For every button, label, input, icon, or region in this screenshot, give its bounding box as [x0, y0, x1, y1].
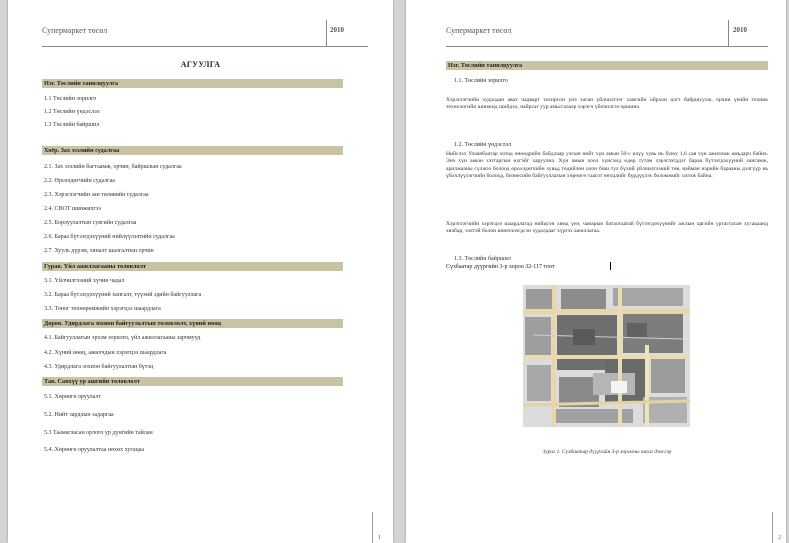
toc-item[interactable]: 3.2. Бараа бүтээгдэхүүний хангалт, түүхий эдийн байгууллага	[44, 292, 202, 298]
document-page-1[interactable]	[8, 0, 393, 543]
toc-item[interactable]: 3.3. Тоног төхөөрөмжийн хэрэгцээ шаардлага	[44, 306, 161, 312]
subheading: 1.1. Төслийн зорилго	[454, 78, 508, 84]
subheading: 1.3. Төслийн байршил	[454, 256, 511, 262]
footer-divider	[772, 512, 773, 543]
toc-item[interactable]: 5.1. Хөрөнгө оруулалт	[44, 394, 101, 400]
address-text: Сүхбаатар дүүргийн 3-р хороо 32-117 тоот	[446, 264, 555, 270]
toc-item[interactable]: 5.2. Нийт зардлын задаргаа	[44, 412, 114, 418]
header-year: 2010	[733, 26, 747, 34]
section-heading: Гурав. Үйл ажиллагааны төлөвлөлт	[42, 262, 343, 271]
toc-item[interactable]: 4.3. Удирдлага зохион байгуулалтын бүтэц	[44, 364, 154, 370]
header-divider	[728, 20, 729, 46]
toc-item[interactable]: 2.6. Бараа бүтээгдэхүүний нийлүүлэлтийн судалгаа	[44, 234, 175, 240]
page-number: 2	[778, 535, 781, 541]
section-heading: Нэг. Төслийн танилцуулга	[42, 79, 343, 88]
paragraph: Хэрэглэгчийн хэрэгцээ шаардлагад нийцсэн хямд үнэ, чанарын баталгаатай бүтээгдэхүүнийг ажлын цагийн уртасгасан хугацаанд хялбар, ээлтэй болон шинэчлэгдсэн худалдааг хүргэх ажиллагаа.	[446, 221, 768, 235]
toc-item[interactable]: 3.1. Үйлчилгээний хүчин чадал	[44, 278, 125, 284]
section-heading: Хоёр. Зах зээлийн судалгаа	[42, 146, 343, 155]
section-heading: Дөрөв. Удирдлага зохион байгуулалтын төлөвлөлт, хүний нөөц	[42, 319, 343, 328]
toc-item[interactable]: 1.1 Төслийн зорилго	[44, 96, 97, 102]
section-heading: Нэг. Төслийн танилцуулга	[446, 61, 768, 70]
header-year: 2010	[330, 26, 344, 34]
toc-item[interactable]: 5.4. Хөрөнгө оруулалтаа нөхөх хугацаа	[44, 447, 145, 453]
toc-item[interactable]: 4.2. Хүний нөөц, ажилчдын хэрэгцээ шаардлага	[44, 350, 167, 356]
header-rule	[42, 46, 368, 47]
figure-caption: Зураг 1. Сүхбаатар дүүргийн 3-р хорооны чигаг дэвсгэр	[542, 449, 672, 455]
subheading: 1.2. Төслийн үндэслэл	[454, 142, 512, 148]
footer-divider	[372, 512, 373, 543]
toc-item[interactable]: 5.3 Таамагласан орлого ур дүнгийн тайлан	[44, 430, 153, 436]
toc-title: АГУУЛГА	[180, 60, 221, 69]
toc-item[interactable]: 2.4. СВОТ шинжилгээ	[44, 206, 102, 212]
toc-item[interactable]: 2.5. Борлуулалтын сувгийн судалгаа	[44, 220, 137, 226]
toc-item[interactable]: 4.1. Байгууллагын эрхэм зорилго, үйл ажиллагааны зарчмууд	[44, 335, 201, 341]
toc-item[interactable]: 2.3. Хэрэглэгчийн зан төлөвийн судалгаа	[44, 192, 149, 198]
toc-item[interactable]: 2.7. Хууль дүрэм, хяналт шалгалтын орчин	[44, 248, 154, 254]
paragraph: Хэрэглэгчийн худалдан авах чадварт тохирсон үнэ хаган үйлчилгээг хамгийн ойрхон цэгт байршуулж, орчин үеийн техник технологийн шинжид шийдэл, найрсаг уур амьсгалаар хэрэгч үйлчилгээ оршино.	[446, 97, 768, 111]
header-rule	[446, 46, 768, 47]
page-number: 1	[378, 535, 381, 541]
header-title: Супермаркет төсөл	[446, 26, 512, 35]
location-map-image	[523, 285, 690, 427]
toc-item[interactable]: 2.1. Зах зээлийн багтаамж, орчин, байршлын судалгаа	[44, 164, 182, 170]
toc-item[interactable]: 1.2 Төслийн үндэслэл	[44, 109, 100, 115]
section-heading: Тав. Санхүү ур ашгийн төлөвлөлт	[42, 377, 343, 386]
text-cursor	[610, 262, 611, 270]
header-title: Супермаркет төсөл	[42, 26, 108, 35]
header-divider	[326, 20, 327, 46]
document-page-2[interactable]	[406, 0, 786, 543]
toc-item[interactable]: 2.2. Өрсөлдөгчийн судалгаа	[44, 178, 115, 184]
toc-item[interactable]: 1.3 Төслийн байршил	[44, 122, 100, 128]
paragraph: Нийслэл Улаанбаатар хотод өнөөдрийн байдлаар улсын нийт хүн амын 50-с илүү хувь нь буюу 1,6 сая хүн ажиллаж амьдарч байна. Энэ хүн амын хэтгаргын өхгэйг харуулна. Хүн амын хоол хүнсэнд өдөр тутам хэрэглэгддэг бараа бүтээгдэхүүний хангамж, арилжааны сүлжээ болоод өрсөлдөгчийн хувьд төдийлөн олон биш тул бүхий үйлчилгээний төв, найман нэрийн барааны дэлгүүр нь үйлчлүүлэгчийн болоод, бизнесийн байгууллагын хөрөнгө тааглт нөхцлийг бүрдүүлэх боломжийг олгож байна.	[446, 151, 768, 180]
